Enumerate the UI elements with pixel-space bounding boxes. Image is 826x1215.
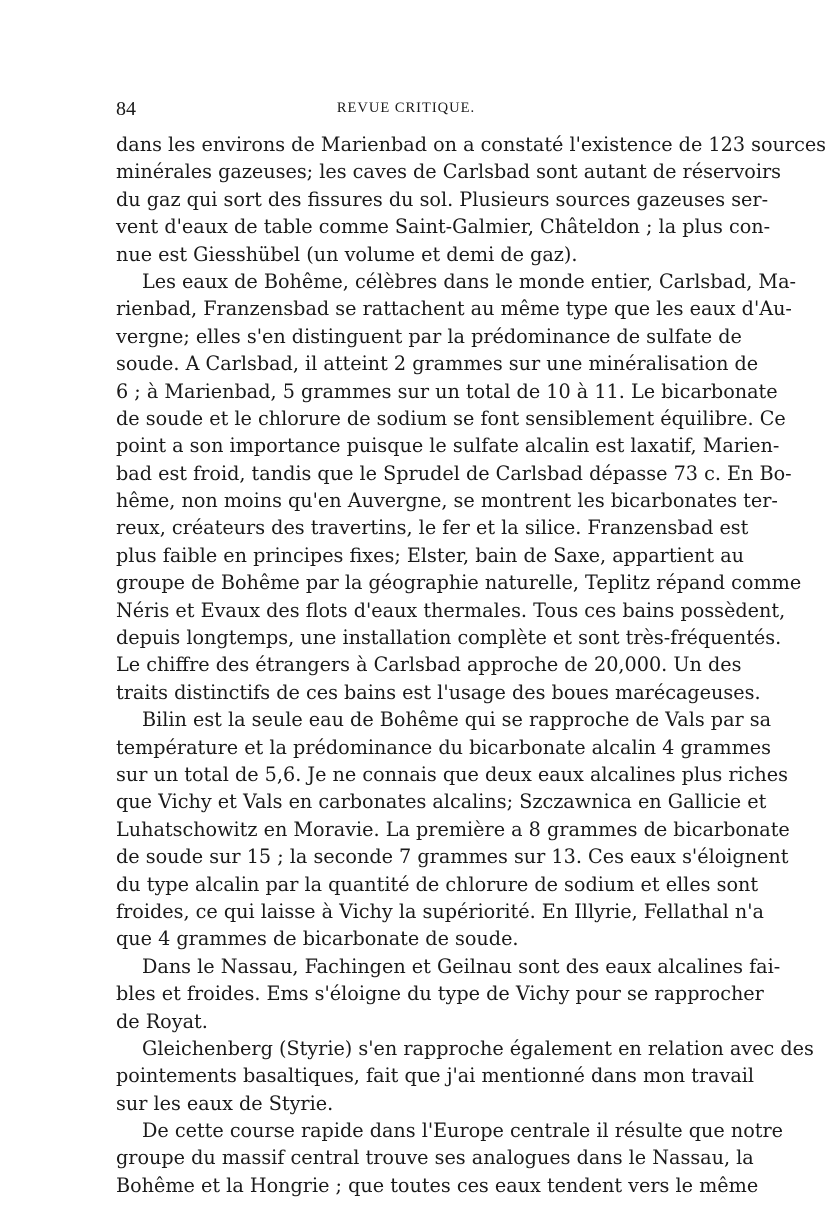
text-line: point a son importance puisque le sulfate alcalin est laxatif, Marien- bbox=[116, 434, 780, 458]
text-line: depuis longtemps, une installation complète et sont très-fréquentés. bbox=[116, 626, 782, 650]
text-line: hême, non moins qu'en Auvergne, se montrent les bicarbonates ter- bbox=[116, 489, 778, 513]
text-line: de Royat. bbox=[116, 1009, 208, 1033]
text-line: que Vichy et Vals en carbonates alcalins; Szczawnica en Gallicie et bbox=[116, 790, 767, 814]
text-line: Gleichenberg (Styrie) s'en rapproche également en relation avec des bbox=[142, 1036, 814, 1060]
text-line: 6 ; à Marienbad, 5 grammes sur un total de 10 à 11. Le bicarbonate bbox=[116, 379, 778, 403]
text-line: bad est froid, tandis que le Sprudel de Carlsbad dépasse 73 c. En Bo- bbox=[116, 461, 792, 485]
text-line: sur les eaux de Styrie. bbox=[116, 1091, 334, 1115]
running-head: REVUE CRITIQUE. bbox=[336, 100, 476, 116]
body-text bbox=[116, 131, 826, 1199]
text-line: soude. A Carlsbad, il atteint 2 grammes sur une minéralisation de bbox=[116, 352, 759, 376]
paragraph bbox=[116, 1035, 814, 1117]
text-line: du type alcalin par la quantité de chlorure de sodium et elles sont bbox=[116, 872, 759, 896]
text-line: du gaz qui sort des fissures du sol. Plusieurs sources gazeuses ser- bbox=[116, 187, 769, 211]
text-line: vergne; elles s'en distinguent par la prédominance de sulfate de bbox=[116, 324, 742, 348]
paragraph bbox=[116, 268, 802, 706]
paragraph bbox=[116, 953, 781, 1035]
text-line: Dans le Nassau, Fachingen et Geilnau sont des eaux alcalines fai- bbox=[142, 954, 781, 978]
text-line: que 4 grammes de bicarbonate de soude. bbox=[116, 927, 519, 951]
text-line: de soude et le chlorure de sodium se font sensiblement équilibre. Ce bbox=[116, 406, 786, 430]
text-line: De cette course rapide dans l'Europe centrale il résulte que notre bbox=[142, 1119, 783, 1143]
text-line: groupe du massif central trouve ses analogues dans le Nassau, la bbox=[116, 1146, 754, 1170]
text-line: Luhatschowitz en Moravie. La première a 8 grammes de bicarbonate bbox=[116, 817, 790, 841]
text-line: Le chiffre des étrangers à Carlsbad approche de 20,000. Un des bbox=[116, 653, 742, 677]
text-line: température et la prédominance du bicarbonate alcalin 4 grammes bbox=[116, 735, 771, 759]
paragraph bbox=[116, 131, 826, 268]
text-line: nue est Giesshübel (un volume et demi de gaz). bbox=[116, 242, 578, 266]
text-line: vent d'eaux de table comme Saint-Galmier, Châteldon ; la plus con- bbox=[116, 215, 771, 239]
text-line: groupe de Bohême par la géographie naturelle, Teplitz répand comme bbox=[116, 571, 802, 595]
paragraph bbox=[116, 1117, 783, 1199]
text-line: sur un total de 5,6. Je ne connais que deux eaux alcalines plus riches bbox=[116, 762, 788, 786]
paragraph bbox=[116, 706, 790, 953]
text-line: traits distinctifs de ces bains est l'usage des boues marécageuses. bbox=[116, 680, 761, 704]
text-line: Néris et Evaux des flots d'eaux thermales. Tous ces bains possèdent, bbox=[116, 598, 786, 622]
text-line: Bilin est la seule eau de Bohême qui se rapproche de Vals par sa bbox=[142, 708, 772, 732]
page-number: 84 bbox=[116, 98, 136, 120]
text-line: pointements basaltiques, fait que j'ai mentionné dans mon travail bbox=[116, 1064, 755, 1088]
text-line: Bohême et la Hongrie ; que toutes ces eaux tendent vers le même bbox=[116, 1173, 759, 1197]
text-line: reux, créateurs des travertins, le fer et la silice. Franzensbad est bbox=[116, 516, 749, 540]
page-header bbox=[116, 90, 696, 124]
text-line: de soude sur 15 ; la seconde 7 grammes sur 13. Ces eaux s'éloignent bbox=[116, 845, 789, 869]
text-line: plus faible en principes fixes; Elster, bain de Saxe, appartient au bbox=[116, 543, 744, 567]
text-line: dans les environs de Marienbad on a constaté l'existence de 123 sources bbox=[116, 133, 826, 156]
text-line: rienbad, Franzensbad se rattachent au même type que les eaux d'Au- bbox=[116, 297, 792, 321]
text-line: froides, ce qui laisse à Vichy la supériorité. En Illyrie, Fellathal n'a bbox=[116, 899, 764, 923]
text-line: Les eaux de Bohême, célèbres dans le monde entier, Carlsbad, Ma- bbox=[142, 269, 796, 293]
text-line: bles et froides. Ems s'éloigne du type de Vichy pour se rapprocher bbox=[116, 982, 764, 1006]
text-line: minérales gazeuses; les caves de Carlsbad sont autant de réservoirs bbox=[116, 160, 781, 184]
